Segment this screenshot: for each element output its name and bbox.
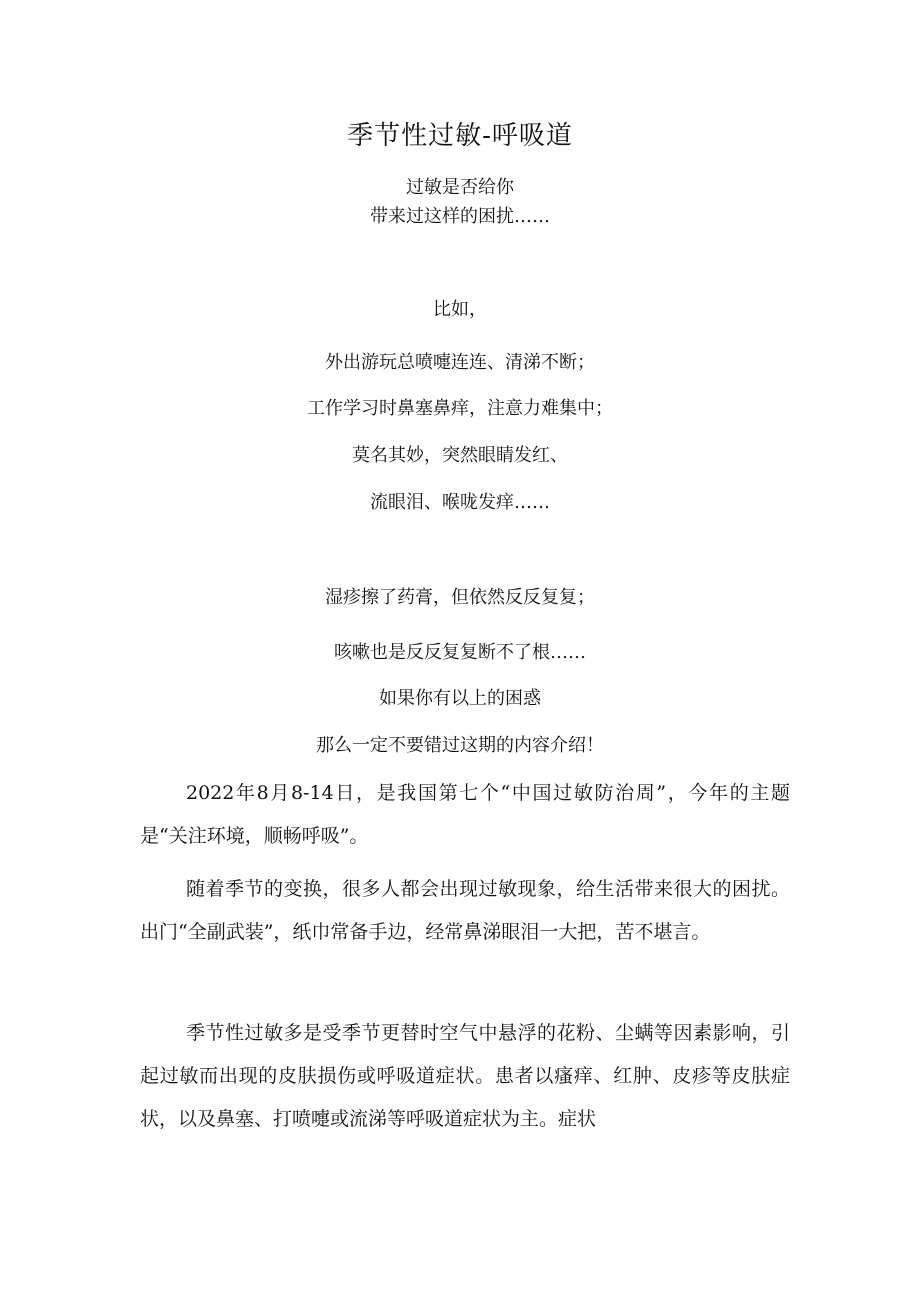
intro-line-2: 外出游玩总喷嚏连连、清涕不断； bbox=[325, 352, 595, 373]
intro-line-4: 莫名其妙，突然眼睛发红、 bbox=[352, 445, 568, 466]
intro-line-7: 咳嗽也是反反复复断不了根…… bbox=[334, 642, 586, 663]
intro-line-5: 流眼泪、喉咙发痒…… bbox=[370, 492, 550, 513]
body-paragraph-3: 季节性过敏多是受季节更替时空气中悬浮的花粉、尘螨等因素影响，引起过敏而出现的皮肤损伤或呼吸道症状。患者以瘙痒、红肿、皮疹等皮肤症状，以及鼻塞、打喷嚏或流涕等呼吸道症状为主。症状 bbox=[140, 1022, 790, 1130]
intro-line-3: 工作学习时鼻塞鼻痒，注意力难集中； bbox=[307, 398, 613, 419]
document-title: 季节性过敏-呼吸道 bbox=[347, 121, 573, 151]
subtitle-line-2: 带来过这样的困扰…… bbox=[370, 206, 550, 227]
intro-line-9: 那么一定不要错过这期的内容介绍！ bbox=[316, 735, 604, 756]
body-paragraph-2: 随着季节的变换，很多人都会出现过敏现象，给生活带来很大的困扰。出门“全副武装”，纸巾常备手边，经常鼻涕眼泪一大把，苦不堪言。 bbox=[140, 878, 790, 943]
body-paragraph-1: 2022年8月8-14日，是我国第七个“中国过敏防治周”，今年的主题是“关注环境，顺畅呼吸”。 bbox=[140, 782, 790, 847]
subtitle-line-1: 过敏是否给你 bbox=[406, 177, 514, 198]
intro-line-1: 比如， bbox=[433, 299, 487, 320]
intro-line-8: 如果你有以上的困惑 bbox=[379, 688, 541, 709]
intro-line-6: 湿疹擦了药膏，但依然反反复复； bbox=[325, 587, 595, 608]
